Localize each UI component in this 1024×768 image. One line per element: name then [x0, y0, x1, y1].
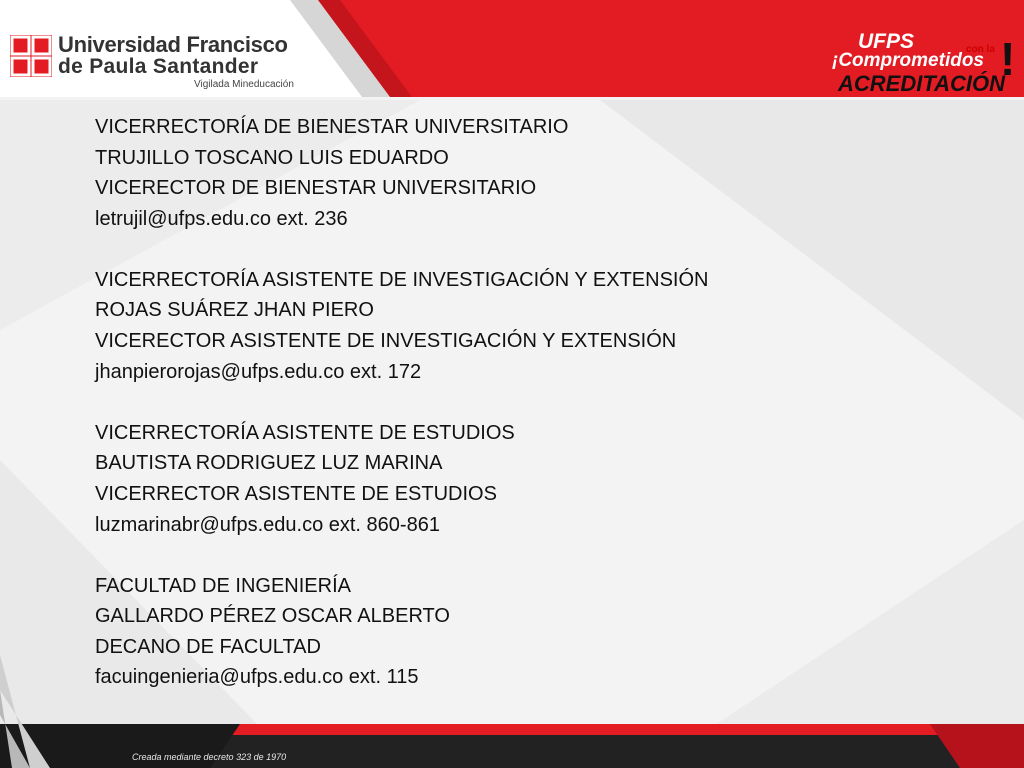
contact-position: VICERECTOR ASISTENTE DE INVESTIGACIÓN Y EXTENSIÓN	[95, 330, 677, 353]
footer-decree-text: Creada mediante decreto 323 de 1970	[132, 752, 287, 762]
contact-block	[95, 265, 975, 387]
university-name-line2: de Paula Santander	[58, 55, 259, 78]
contact-position: VICERRECTOR ASISTENTE DE ESTUDIOS	[95, 482, 497, 505]
contact-block	[95, 571, 975, 693]
contacts-list	[95, 112, 975, 724]
contact-block	[95, 418, 975, 540]
university-name-line1: Universidad Francisco	[58, 32, 288, 57]
ufps-logo-icon	[10, 35, 52, 77]
badge-comprometidos-text: ¡Comprometidos	[832, 50, 984, 71]
contact-name: BAUTISTA RODRIGUEZ LUZ MARINA	[95, 452, 443, 475]
contact-email[interactable]: facuingenieria@ufps.edu.co ext. 115	[95, 666, 419, 689]
badge-conla-text: con la	[966, 44, 995, 55]
contact-block	[95, 112, 975, 234]
contact-office: VICERRECTORÍA DE BIENESTAR UNIVERSITARIO	[95, 116, 569, 138]
contact-email[interactable]: luzmarinabr@ufps.edu.co ext. 860-861	[95, 513, 440, 536]
badge-ufps-text: UFPS	[858, 30, 915, 53]
svg-text:UFPS: UFPS	[29, 61, 33, 62]
contact-office: VICERRECTORÍA ASISTENTE DE ESTUDIOS	[95, 421, 515, 444]
header	[0, 0, 1024, 100]
vigilada-mineducacion-label: Vigilada Mineducación	[194, 79, 294, 90]
badge-acreditacion-text: ACREDITACIÓN	[838, 71, 1006, 96]
contact-office: VICERRECTORÍA ASISTENTE DE INVESTIGACIÓN Y EXTENSIÓN	[95, 268, 709, 291]
contact-office: FACULTAD DE INGENIERÍA	[95, 574, 351, 597]
badge-exclamation-text: !	[1000, 33, 1016, 85]
contact-position: DECANO DE FACULTAD	[95, 635, 321, 658]
contact-email[interactable]: letrujil@ufps.edu.co ext. 236	[95, 207, 348, 230]
contact-name: TRUJILLO TOSCANO LUIS EDUARDO	[95, 146, 449, 169]
contact-name: ROJAS SUÁREZ JHAN PIERO	[95, 299, 374, 322]
contact-email[interactable]: jhanpierorojas@ufps.edu.co ext. 172	[95, 360, 422, 383]
contact-name: GALLARDO PÉREZ OSCAR ALBERTO	[95, 605, 450, 628]
contact-position: VICERECTOR DE BIENESTAR UNIVERSITARIO	[95, 177, 537, 200]
